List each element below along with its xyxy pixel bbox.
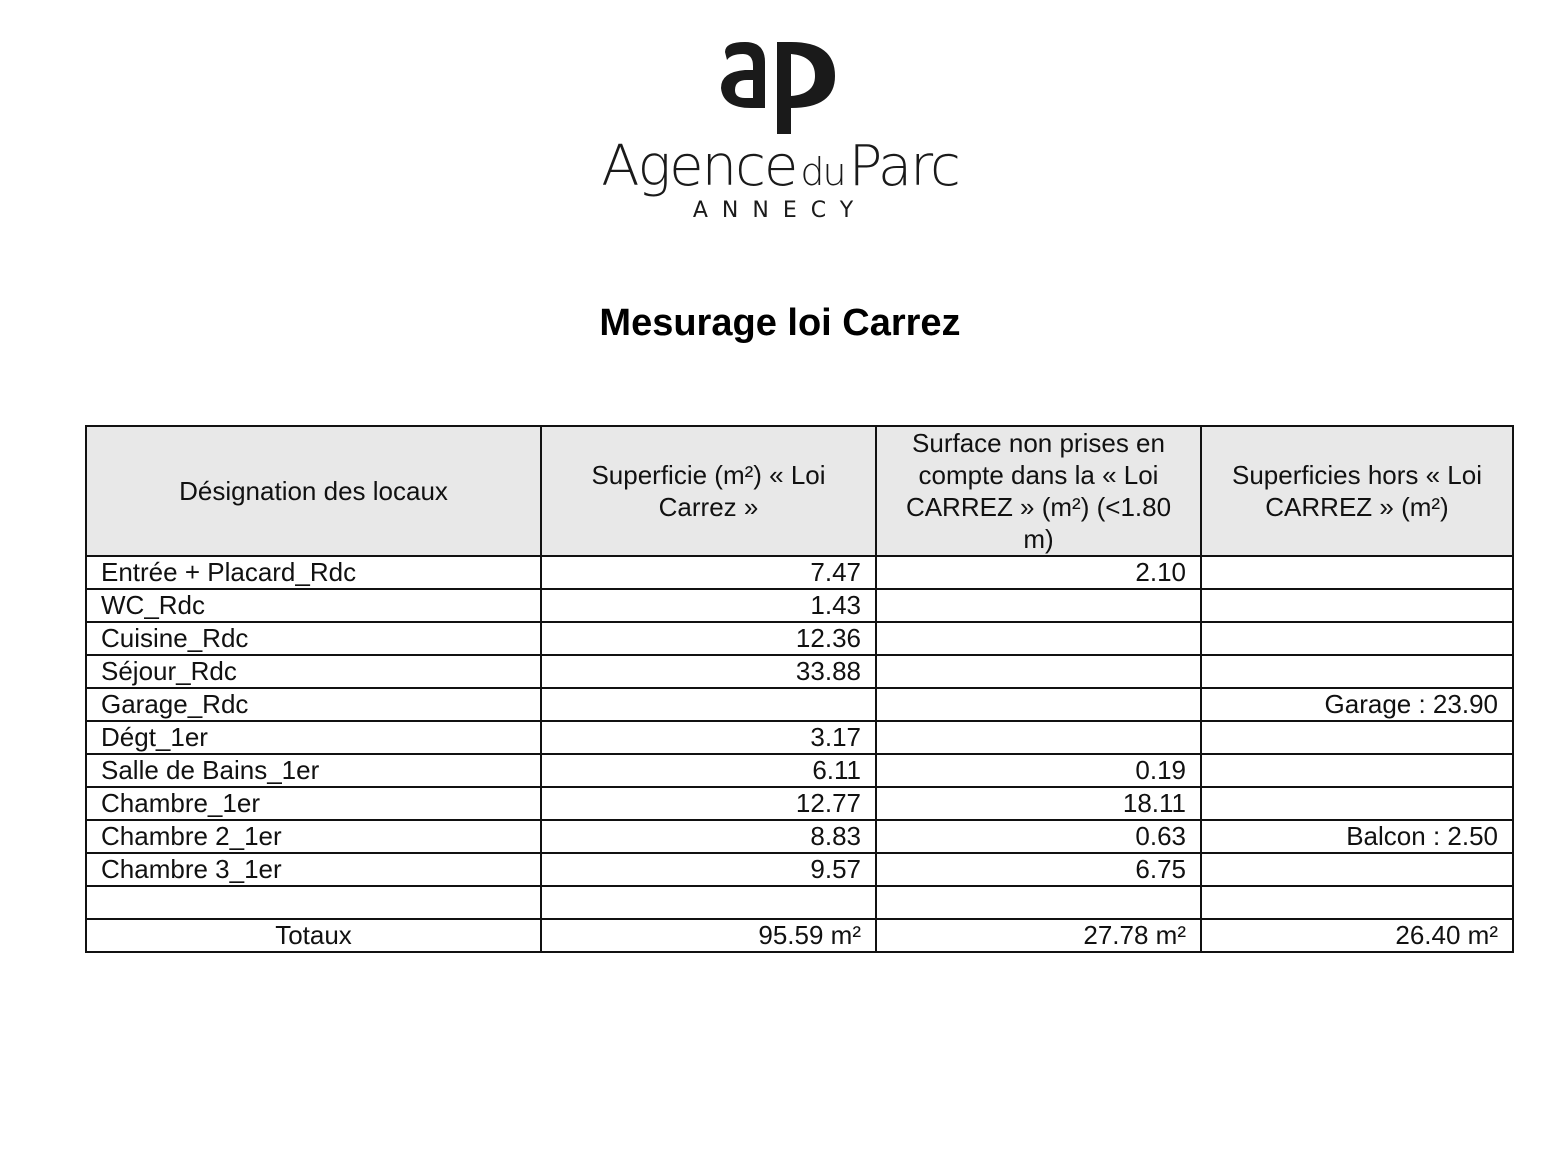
cell-hors	[1201, 886, 1513, 919]
table-row	[86, 655, 1513, 688]
table-row	[86, 688, 1513, 721]
cell-carrez: 1.43	[541, 589, 876, 622]
cell-carrez: 9.57	[541, 853, 876, 886]
brand-end: Parc	[848, 134, 959, 199]
cell-hors	[1201, 589, 1513, 622]
cell-carrez: 3.17	[541, 721, 876, 754]
table-header-row	[86, 426, 1513, 556]
total-hors: 26.40 m²	[1201, 919, 1513, 952]
table-row	[86, 622, 1513, 655]
table-row	[86, 853, 1513, 886]
cell-non-prises	[876, 688, 1201, 721]
cell-designation: Chambre 2_1er	[86, 820, 541, 853]
cell-designation: Garage_Rdc	[86, 688, 541, 721]
table-row	[86, 787, 1513, 820]
cell-hors	[1201, 556, 1513, 589]
cell-designation: WC_Rdc	[86, 589, 541, 622]
mesurage-table	[85, 425, 1514, 953]
totals-row	[86, 919, 1513, 952]
cell-hors: Balcon : 2.50	[1201, 820, 1513, 853]
table-row	[86, 556, 1513, 589]
cell-hors	[1201, 787, 1513, 820]
cell-carrez: 8.83	[541, 820, 876, 853]
cell-designation: Entrée + Placard_Rdc	[86, 556, 541, 589]
brand-name	[0, 134, 1560, 199]
header-hors: Superficies hors « Loi CARREZ » (m²)	[1201, 426, 1513, 556]
cell-hors	[1201, 721, 1513, 754]
cell-designation: Dégt_1er	[86, 721, 541, 754]
brand-city: ANNECY	[692, 198, 868, 223]
table-row	[86, 820, 1513, 853]
header-carrez: Superficie (m²) « Loi Carrez »	[541, 426, 876, 556]
cell-non-prises	[876, 655, 1201, 688]
brand-logo	[0, 36, 1560, 136]
cell-non-prises: 2.10	[876, 556, 1201, 589]
cell-non-prises: 6.75	[876, 853, 1201, 886]
cell-non-prises: 0.63	[876, 820, 1201, 853]
totals-label: Totaux	[86, 919, 541, 952]
table-row	[86, 589, 1513, 622]
cell-designation: Chambre_1er	[86, 787, 541, 820]
header-designation: Désignation des locaux	[86, 426, 541, 556]
cell-non-prises: 18.11	[876, 787, 1201, 820]
cell-carrez: 33.88	[541, 655, 876, 688]
cell-designation	[86, 886, 541, 919]
cell-non-prises	[876, 622, 1201, 655]
cell-carrez: 6.11	[541, 754, 876, 787]
cell-non-prises	[876, 589, 1201, 622]
cell-hors	[1201, 754, 1513, 787]
ap-monogram-icon	[715, 36, 845, 136]
page-title: Mesurage loi Carrez	[599, 302, 961, 344]
cell-carrez: 12.77	[541, 787, 876, 820]
table-row	[86, 886, 1513, 919]
total-carrez: 95.59 m²	[541, 919, 876, 952]
cell-designation: Salle de Bains_1er	[86, 754, 541, 787]
cell-carrez	[541, 886, 876, 919]
cell-carrez: 7.47	[541, 556, 876, 589]
total-non-prises: 27.78 m²	[876, 919, 1201, 952]
cell-designation: Chambre 3_1er	[86, 853, 541, 886]
brand-mid: du	[800, 150, 845, 194]
cell-hors	[1201, 622, 1513, 655]
cell-non-prises	[876, 721, 1201, 754]
cell-hors	[1201, 853, 1513, 886]
header-non-prises: Surface non prises en compte dans la « Loi CARREZ » (m²) (<1.80 m)	[876, 426, 1201, 556]
table-row	[86, 754, 1513, 787]
cell-carrez: 12.36	[541, 622, 876, 655]
cell-carrez	[541, 688, 876, 721]
cell-designation: Séjour_Rdc	[86, 655, 541, 688]
cell-designation: Cuisine_Rdc	[86, 622, 541, 655]
cell-non-prises	[876, 886, 1201, 919]
table-row	[86, 721, 1513, 754]
cell-hors	[1201, 655, 1513, 688]
cell-hors: Garage : 23.90	[1201, 688, 1513, 721]
cell-non-prises: 0.19	[876, 754, 1201, 787]
brand-main: Agence	[601, 134, 797, 199]
